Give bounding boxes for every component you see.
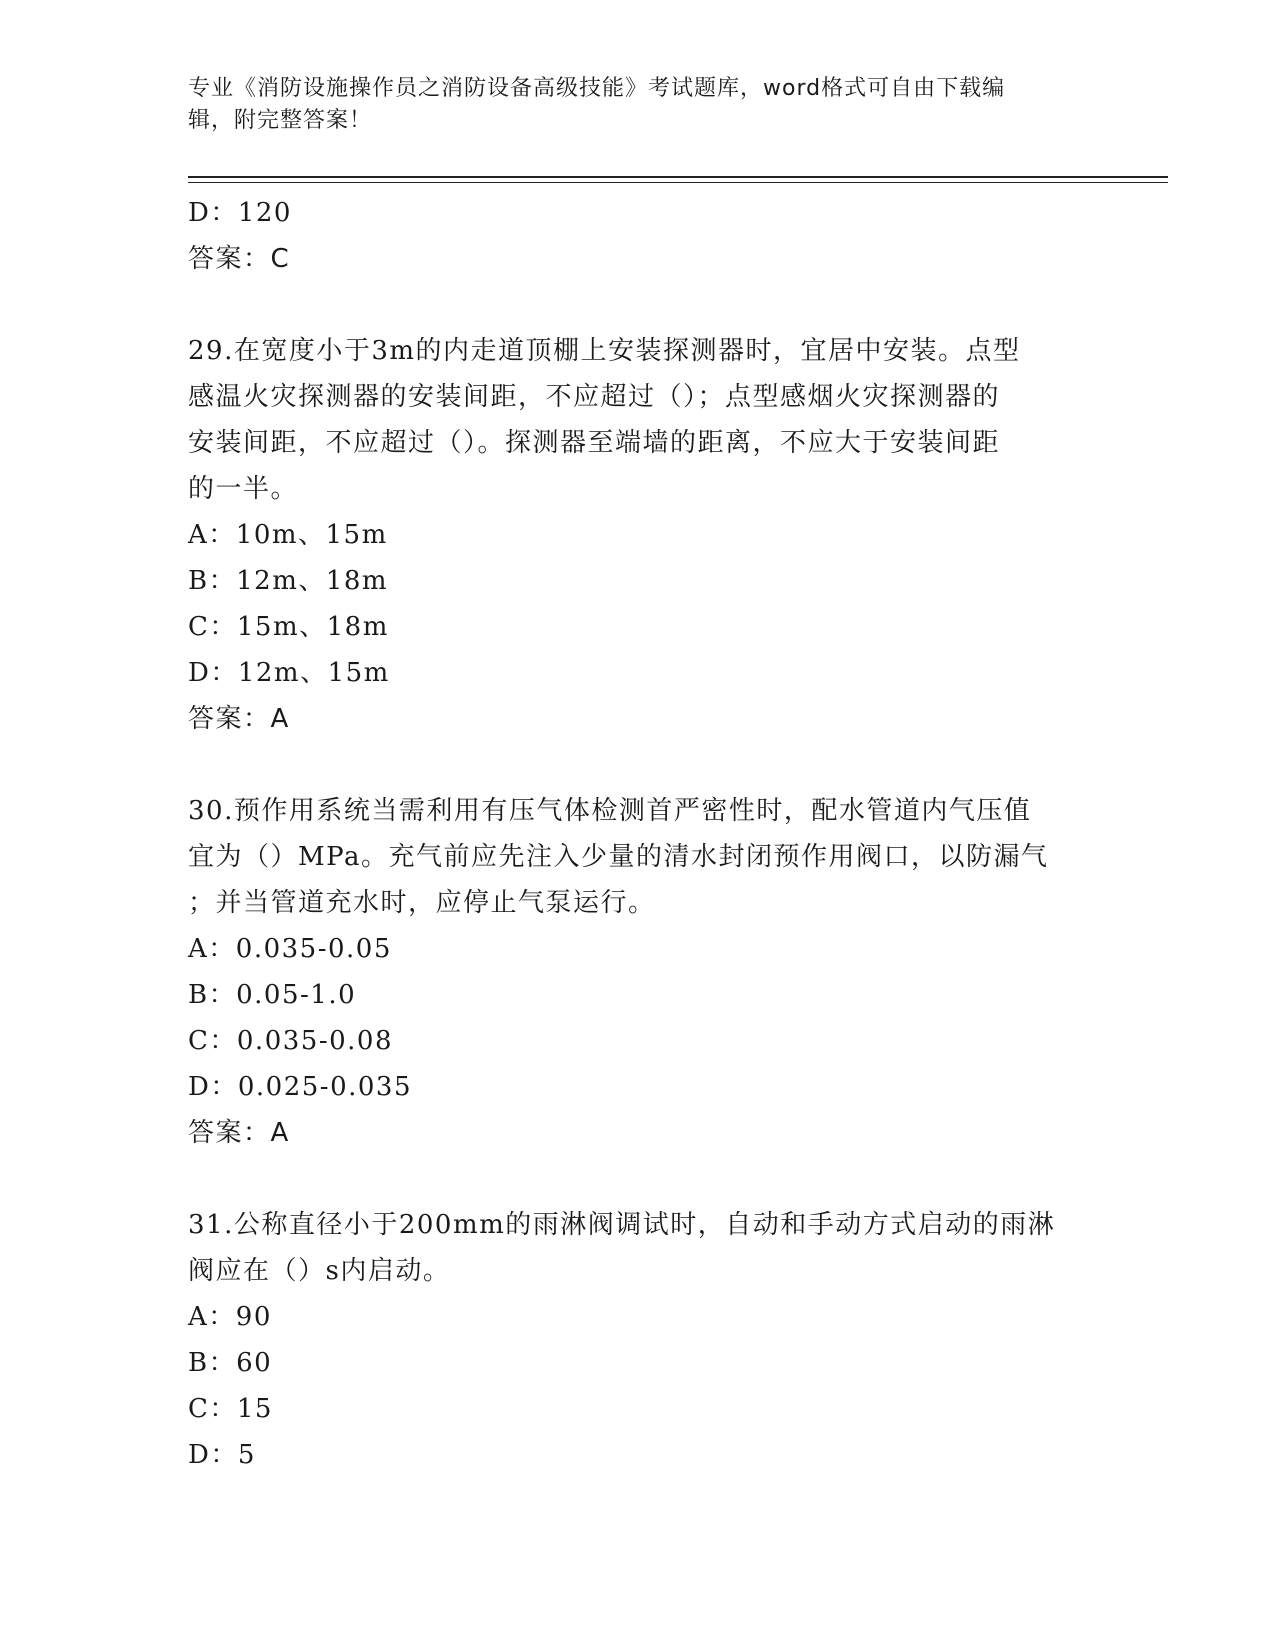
option-b: B：12m、18m [188, 566, 389, 596]
page-header [188, 73, 1068, 137]
question-29 [188, 328, 1088, 742]
answer-line: 答案：A [188, 1118, 290, 1148]
option-a: A：0.035-0.05 [188, 934, 392, 964]
question-text-line: 30.预作用系统当需利用有压气体检测首严密性时，配水管道内气压值 [188, 796, 1032, 826]
question-text-line: 宜为（）MPa。充气前应先注入少量的清水封闭预作用阀口，以防漏气 [188, 842, 1049, 872]
question-text-line: 感温火灾探测器的安装间距，不应超过（）；点型感烟火灾探测器的 [188, 382, 1001, 412]
question-31 [188, 1202, 1088, 1478]
option-b: B：60 [188, 1348, 273, 1378]
question-text-line: 29.在宽度小于3m的内走道顶棚上安装探测器时，宜居中安装。点型 [188, 336, 1021, 366]
header-rule-thin [188, 182, 1168, 183]
question-text-line: ；并当管道充水时，应停止气泵运行。 [188, 888, 656, 918]
option-b: B：0.05-1.0 [188, 980, 357, 1010]
spacer [188, 282, 1088, 328]
option-d: D：0.025-0.035 [188, 1072, 412, 1102]
option-d: D：5 [188, 1440, 256, 1470]
question-text-line: 的一半。 [188, 474, 299, 504]
question-30 [188, 788, 1088, 1156]
question-text-line: 阀应在（）s内启动。 [188, 1256, 451, 1286]
answer-line: 答案：C [188, 244, 291, 274]
option-a: A：90 [188, 1302, 272, 1332]
option-d: D：120 [188, 198, 292, 228]
spacer [188, 1156, 1088, 1202]
option-a: A：10m、15m [188, 520, 388, 550]
header-line-1: 专业《消防设施操作员之消防设备高级技能》考试题库，word格式可自由下载编 [188, 76, 1006, 101]
question-list [188, 190, 1088, 1478]
question-text-line: 安装间距，不应超过（）。探测器至端墙的距离，不应大于安装间距 [188, 428, 1001, 458]
question-text-line: 31.公称直径小于200mm的雨淋阀调试时，自动和手动方式启动的雨淋 [188, 1210, 1056, 1240]
header-rule-thick [188, 176, 1168, 178]
header-line-2: 辑，附完整答案！ [188, 108, 373, 133]
option-c: C：0.035-0.08 [188, 1026, 394, 1056]
answer-line: 答案：A [188, 704, 290, 734]
option-d: D：12m、15m [188, 658, 390, 688]
spacer [188, 742, 1088, 788]
option-c: C：15m、18m [188, 612, 389, 642]
option-c: C：15 [188, 1394, 273, 1424]
